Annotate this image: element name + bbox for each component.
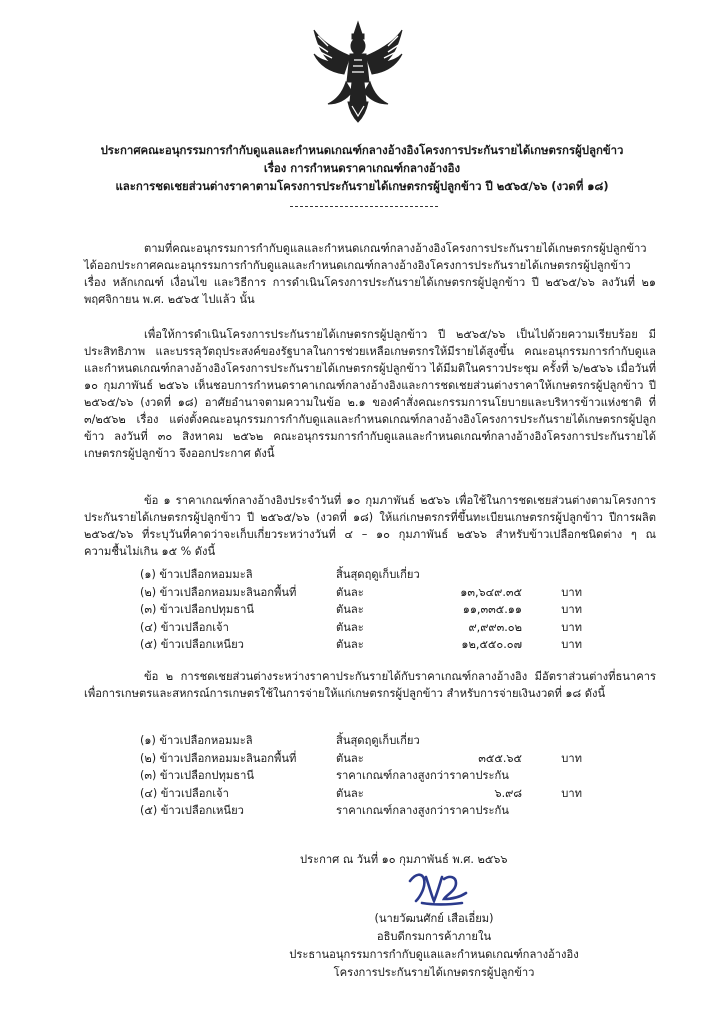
list-item	[140, 601, 610, 619]
signer-project: โครงการประกันรายได้เกษตรกรผู้ปลูกข้าว	[333, 966, 535, 979]
announcement-date: ประกาศ ณ วันที่ ๑๐ กุมภาพันธ์ พ.ศ. ๒๕๖๖	[300, 853, 508, 866]
list-item	[140, 636, 610, 654]
list-item	[140, 584, 610, 602]
item-amount: ๓๕๕.๖๕	[478, 751, 522, 765]
title-line-2: เรื่อง การกำหนดราคาเกณฑ์กลางอ้างอิง	[263, 161, 461, 175]
item-unit: ตันละ	[336, 751, 364, 765]
item-amount: ๑๓,๖๔๙.๓๕	[460, 585, 522, 599]
item-label: (๓) ข้าวเปลือกปทุมธานี	[140, 603, 255, 616]
item-currency: บาท	[561, 620, 582, 634]
item-unit: ตันละ	[336, 620, 364, 634]
title-line-3: และการชดเชยส่วนต่างราคาตามโครงการประกันรายได้เกษตรกรผู้ปลูกข้าว ปี ๒๕๖๕/๖๖ (งวดที่ ๑๘)	[115, 179, 609, 193]
item-unit: สิ้นสุดฤดูเก็บเกี่ยว	[336, 734, 420, 747]
title-line-1: ประกาศคณะอนุกรรมการกำกับดูแลและกำหนดเกณฑ์กลางอ้างอิงโครงการประกันรายได้เกษตรกรผู้ปลูกข้าว	[100, 143, 624, 157]
item-unit: ตันละ	[336, 585, 364, 599]
item-currency: บาท	[561, 638, 582, 651]
paragraph-clause-2: ข้อ ๒ การชดเชยส่วนต่างระหว่างราคาประกันรายได้กับราคาเกณฑ์กลางอ้างอิง มีอัตราส่วนต่างที่ธนาคารเพื่อการเกษตรและสหกรณ์การเกษตรใช้ในการจ่ายให้แก่เกษตรกรผู้ปลูกข้าว สำหรับการจ่ายเงินงวดที่ ๑๘ ดังนี้	[84, 670, 656, 700]
list-item	[140, 767, 610, 785]
title-divider	[290, 206, 438, 207]
list-item	[140, 750, 610, 768]
paragraph-clause-1: ข้อ ๑ ราคาเกณฑ์กลางอ้างอิงประจำวันที่ ๑๐ กุมภาพันธ์ ๒๕๖๖ เพื่อใช้ในการชดเชยส่วนต่างตามโครงการประกันรายได้เกษตรกรผู้ปลูกข้าว ปี ๒๕๖๕/๖๖ (งวดที่ ๑๘) ให้แก่เกษตรกรที่ขึ้นทะเบียนเกษตรกรผู้ปลูกข้าว ปีการผลิต ๒๕๖๕/๖๖ ที่ระบุวันที่คาดว่าจะเก็บเกี่ยวระหว่างวันที่ ๔ – ๑๐ กุมภาพันธ์ ๒๕๖๖ สำหรับข้าวเปลือกชนิดต่าง ๆ ณ ความชื้นไม่เกิน ๑๕ % ดังนี้	[84, 494, 656, 558]
list-item	[140, 732, 610, 750]
list-item	[140, 619, 610, 637]
list-item	[140, 802, 610, 820]
item-currency: บาท	[561, 786, 582, 800]
compensation-rate-list	[140, 732, 610, 820]
item-currency: บาท	[561, 603, 582, 616]
item-amount: ๑๑,๓๓๕.๑๑	[462, 603, 522, 616]
item-currency: บาท	[561, 585, 582, 599]
item-unit: ตันละ	[336, 638, 364, 651]
item-amount: ๙,๙๙๓.๐๒	[468, 620, 522, 634]
item-unit: สิ้นสุดฤดูเก็บเกี่ยว	[336, 568, 420, 581]
item-label: (๓) ข้าวเปลือกปทุมธานี	[140, 769, 255, 782]
list-item	[140, 785, 610, 803]
signer-position: อธิบดีกรมการค้าภายใน	[376, 930, 492, 943]
item-label: (๔) ข้าวเปลือกเจ้า	[140, 620, 229, 634]
paragraph-intro: ตามที่คณะอนุกรรมการกำกับดูแลและกำหนดเกณฑ์กลางอ้างอิงโครงการประกันรายได้เกษตรกรผู้ปลูกข้าว ได้ออกประกาศคณะอนุกรรมการกำกับดูแลและกำหนดเกณฑ์กลางอ้างอิงโครงการประกันรายได้เกษตรกรผู้ปลูกข้าว เรื่อง หลักเกณฑ์ เงื่อนไข และวิธีการ การดำเนินโครงการประกันรายได้เกษตรกรผู้ปลูกข้าว ปี ๒๕๖๕/๖๖ ลงวันที่ ๒๑ พฤศจิกายน พ.ศ. ๒๕๖๕ ไปแล้ว นั้น	[84, 242, 656, 306]
item-amount: ๑๒,๕๕๐.๐๗	[461, 638, 522, 651]
item-label: (๑) ข้าวเปลือกหอมมะลิ	[140, 734, 253, 747]
item-label: (๔) ข้าวเปลือกเจ้า	[140, 786, 229, 800]
item-label: (๒) ข้าวเปลือกหอมมะลินอกพื้นที่	[140, 751, 297, 765]
paragraph-resolution: เพื่อให้การดำเนินโครงการประกันรายได้เกษตรกรผู้ปลูกข้าว ปี ๒๕๖๕/๖๖ เป็นไปด้วยความเรียบร้อย มีประสิทธิภาพ และบรรลุวัตถุประสงค์ของรัฐบาลในการช่วยเหลือเกษตรกรให้มีรายได้สูงขึ้น คณะอนุกรรมการกำกับดูแลและกำหนดเกณฑ์กลางอ้างอิงโครงการประกันรายได้เกษตรกรผู้ปลูกข้าว ได้มีมติในคราวประชุม ครั้งที่ ๖/๒๕๖๖ เมื่อวันที่ ๑๐ กุมภาพันธ์ ๒๕๖๖ เห็นชอบการกำหนดราคาเกณฑ์กลางอ้างอิงและการชดเชยส่วนต่างราคาให้เกษตรกรผู้ปลูกข้าว ปี ๒๕๖๕/๖๖ (งวดที่ ๑๘) อาศัยอำนาจตามความในข้อ ๒.๑ ของคำสั่งคณะกรรมการนโยบายและบริหารข้าวแห่งชาติ ที่ ๓/๒๕๖๒ เรื่อง แต่งตั้งคณะอนุกรรมการกำกับดูแลและกำหนดเกณฑ์กลางอ้างอิงโครงการประกันรายได้เกษตรกรผู้ปลูกข้าว ลงวันที่ ๓๐ สิงหาคม ๒๕๖๒ คณะอนุกรรมการกำกับดูแลและกำหนดเกณฑ์กลางอ้างอิงโครงการประกันรายได้เกษตรกรผู้ปลูกข้าว จึงออกประกาศ ดังนี้	[84, 328, 656, 460]
signer-name: (นายวัฒนศักย์ เสือเอี่ยม)	[374, 912, 494, 925]
signer-chair-title: ประธานอนุกรรมการกำกับดูแลและกำหนดเกณฑ์กลางอ้างอิง	[289, 948, 579, 961]
item-unit: ตันละ	[336, 786, 364, 800]
item-currency: บาท	[561, 751, 582, 765]
item-label: (๕) ข้าวเปลือกเหนียว	[140, 804, 244, 817]
item-label: (๕) ข้าวเปลือกเหนียว	[140, 638, 244, 651]
garuda-emblem-icon	[312, 20, 404, 124]
item-label: (๑) ข้าวเปลือกหอมมะลิ	[140, 568, 253, 581]
reference-price-list	[140, 566, 610, 654]
item-unit: ตันละ	[336, 603, 364, 616]
item-label: (๒) ข้าวเปลือกหอมมะลินอกพื้นที่	[140, 585, 297, 599]
list-item	[140, 566, 610, 584]
item-amount: ๖.๙๘	[494, 786, 522, 800]
item-unit: ราคาเกณฑ์กลางสูงกว่าราคาประกัน	[336, 769, 509, 782]
item-unit: ราคาเกณฑ์กลางสูงกว่าราคาประกัน	[336, 804, 509, 817]
signature-image	[406, 869, 470, 907]
